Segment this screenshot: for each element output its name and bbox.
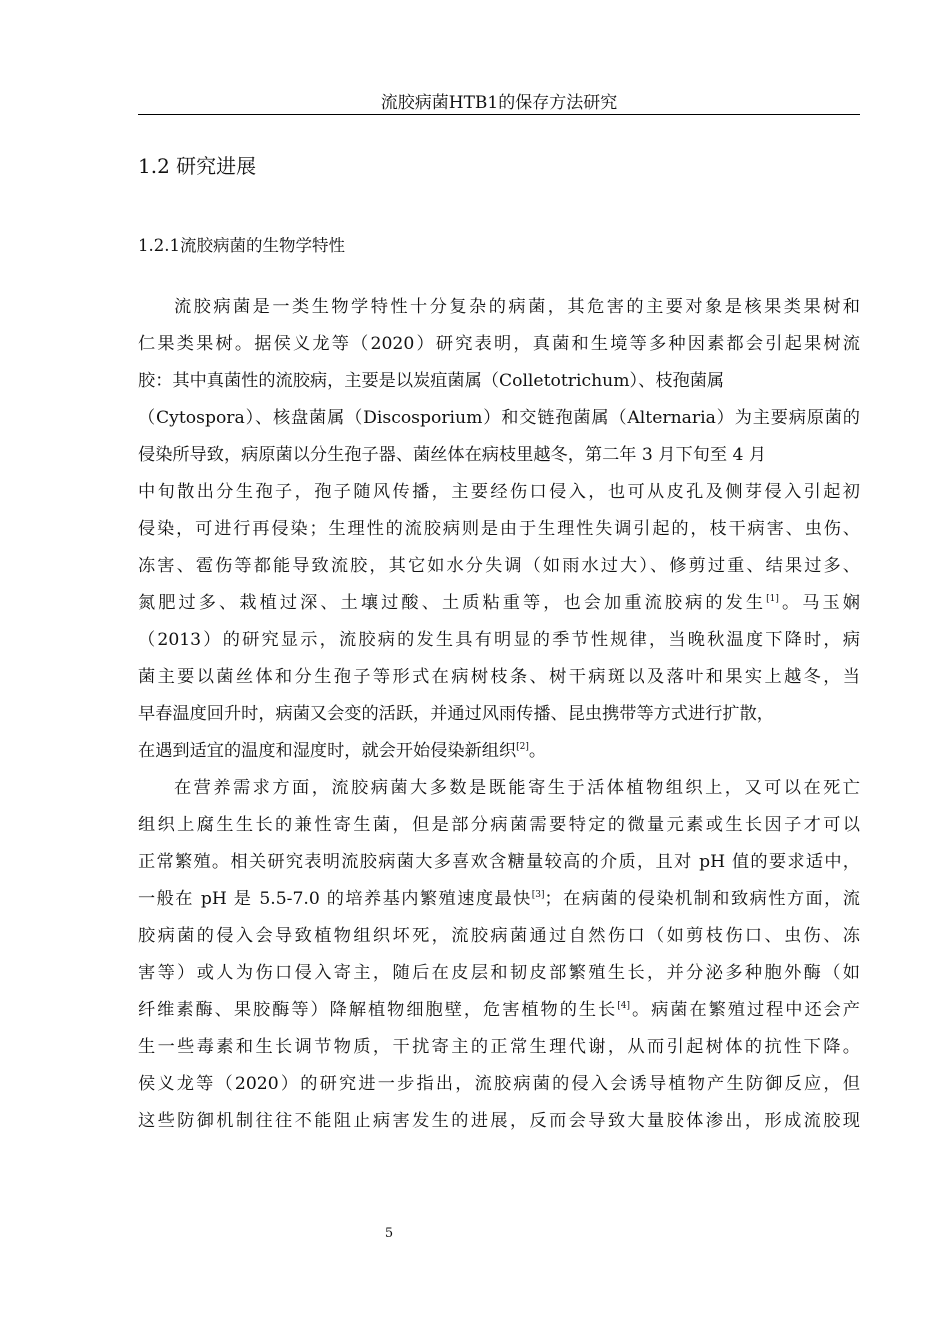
- text-line: [138, 697, 860, 734]
- line-text: 菌主要以菌丝体和分生孢子等形式在病树枝条、树干病斑以及落叶和果实上越冬，当: [138, 667, 860, 687]
- text-line: [138, 882, 860, 919]
- text-line: [138, 549, 860, 586]
- line-text: 在营养需求方面，流胶病菌大多数是既能寄生于活体植物组织上，又可以在死亡: [174, 778, 860, 798]
- text-line: [138, 623, 860, 660]
- citation-ref: [2]: [516, 742, 529, 752]
- text-line: [138, 1104, 860, 1141]
- text-line: [138, 364, 860, 401]
- text-line: [138, 475, 860, 512]
- line-text: 侯义龙等（2020）的研究进一步指出，流胶病菌的侵入会诱导植物产生防御反应，但: [138, 1074, 860, 1094]
- line-text: 流胶病菌是一类生物学特性十分复杂的病菌，其危害的主要对象是核果类果树和: [174, 297, 860, 317]
- text-line: [138, 845, 860, 882]
- header-rule: [138, 114, 860, 115]
- section-heading: 1.2 研究进展: [138, 154, 257, 178]
- line-text-after-citation: 。马玉娴: [778, 593, 860, 613]
- line-text: 一般在 pH 是 5.5-7.0 的培养基内繁殖速度最快: [138, 889, 532, 909]
- text-line: [138, 771, 860, 808]
- citation-ref: [3]: [531, 890, 545, 900]
- text-line: [138, 327, 860, 364]
- line-text: 在遇到适宜的温度和湿度时，就会开始侵染新组织: [138, 741, 517, 761]
- line-text: （2013）的研究显示，流胶病的发生具有明显的季节性规律，当晚秋温度下降时，病: [138, 630, 860, 650]
- line-text: 仁果类果树。据侯义龙等（2020）研究表明，真菌和生境等多种因素都会引起果树流: [138, 334, 860, 354]
- line-text: 这些防御机制往往不能阻止病害发生的进展，反而会导致大量胶体渗出，形成流胶现: [138, 1111, 860, 1131]
- text-line: [138, 586, 860, 623]
- line-text: 早春温度回升时，病菌又会变的活跃，并通过风雨传播、昆虫携带等方式进行扩散，: [138, 704, 774, 724]
- line-text: 胶：其中真菌性的流胶病，主要是以炭疽菌属（Colletotrichum）、枝孢菌属: [138, 371, 725, 391]
- line-text: 纤维素酶、果胶酶等）降解植物细胞壁，危害植物的生长: [138, 1000, 618, 1020]
- text-line: [138, 401, 860, 438]
- line-text-after-citation: ；在病菌的侵染机制和致病性方面，流: [544, 889, 860, 909]
- line-text-after-citation: 。: [528, 741, 547, 761]
- line-text: 中旬散出分生孢子，孢子随风传播，主要经伤口侵入，也可从皮孔及侧芽侵入引起初: [138, 482, 860, 502]
- text-line: [138, 1067, 860, 1104]
- text-line: [138, 956, 860, 993]
- body-text: [138, 290, 860, 1141]
- line-text-after-citation: 。病菌在繁殖过程中还会产: [629, 1000, 860, 1020]
- text-line: [138, 1030, 860, 1067]
- text-line: [138, 734, 860, 771]
- line-text: 氮肥过多、栽植过深、土壤过酸、土质粘重等，也会加重流胶病的发生: [138, 593, 767, 613]
- line-text: 正常繁殖。相关研究表明流胶病菌大多喜欢含糖量较高的介质，且对 pH 值的要求适中，: [138, 852, 860, 872]
- line-text: 胶病菌的侵入会导致植物组织坏死，流胶病菌通过自然伤口（如剪枝伤口、虫伤、冻: [138, 926, 860, 946]
- text-line: [138, 438, 860, 475]
- line-text: 侵染，可进行再侵染；生理性的流胶病则是由于生理性失调引起的，枝干病害、虫伤、: [138, 519, 860, 539]
- line-text: 害等）或人为伤口侵入寄主，随后在皮层和韧皮部繁殖生长，并分泌多种胞外酶（如: [138, 963, 860, 983]
- citation-ref: [1]: [766, 594, 779, 604]
- line-text: 侵染所导致，病原菌以分生孢子器、菌丝体在病枝里越冬，第二年 3 月下旬至 4 月: [138, 445, 767, 465]
- text-line: [138, 660, 860, 697]
- running-header: 流胶病菌HTB1的保存方法研究: [380, 93, 618, 113]
- line-text: 冻害、雹伤等都能导致流胶，其它如水分失调（如雨水过大）、修剪过重、结果过多、: [138, 556, 860, 576]
- text-line: [138, 919, 860, 956]
- text-line: [138, 290, 860, 327]
- citation-ref: [4]: [617, 1001, 630, 1011]
- text-line: [138, 993, 860, 1030]
- subsection-heading: 1.2.1流胶病菌的生物学特性: [138, 236, 345, 255]
- text-line: [138, 808, 860, 845]
- line-text: 组织上腐生生长的兼性寄生菌，但是部分病菌需要特定的微量元素或生长因子才可以: [138, 815, 860, 835]
- line-text: 生一些毒素和生长调节物质，干扰寄主的正常生理代谢，从而引起树体的抗性下降。: [138, 1037, 860, 1057]
- text-line: [138, 512, 860, 549]
- line-text: （Cytospora）、核盘菌属（Discosporium）和交链孢菌属（Alternaria）为主要病原菌的: [138, 408, 860, 428]
- page-number: 5: [384, 1226, 394, 1241]
